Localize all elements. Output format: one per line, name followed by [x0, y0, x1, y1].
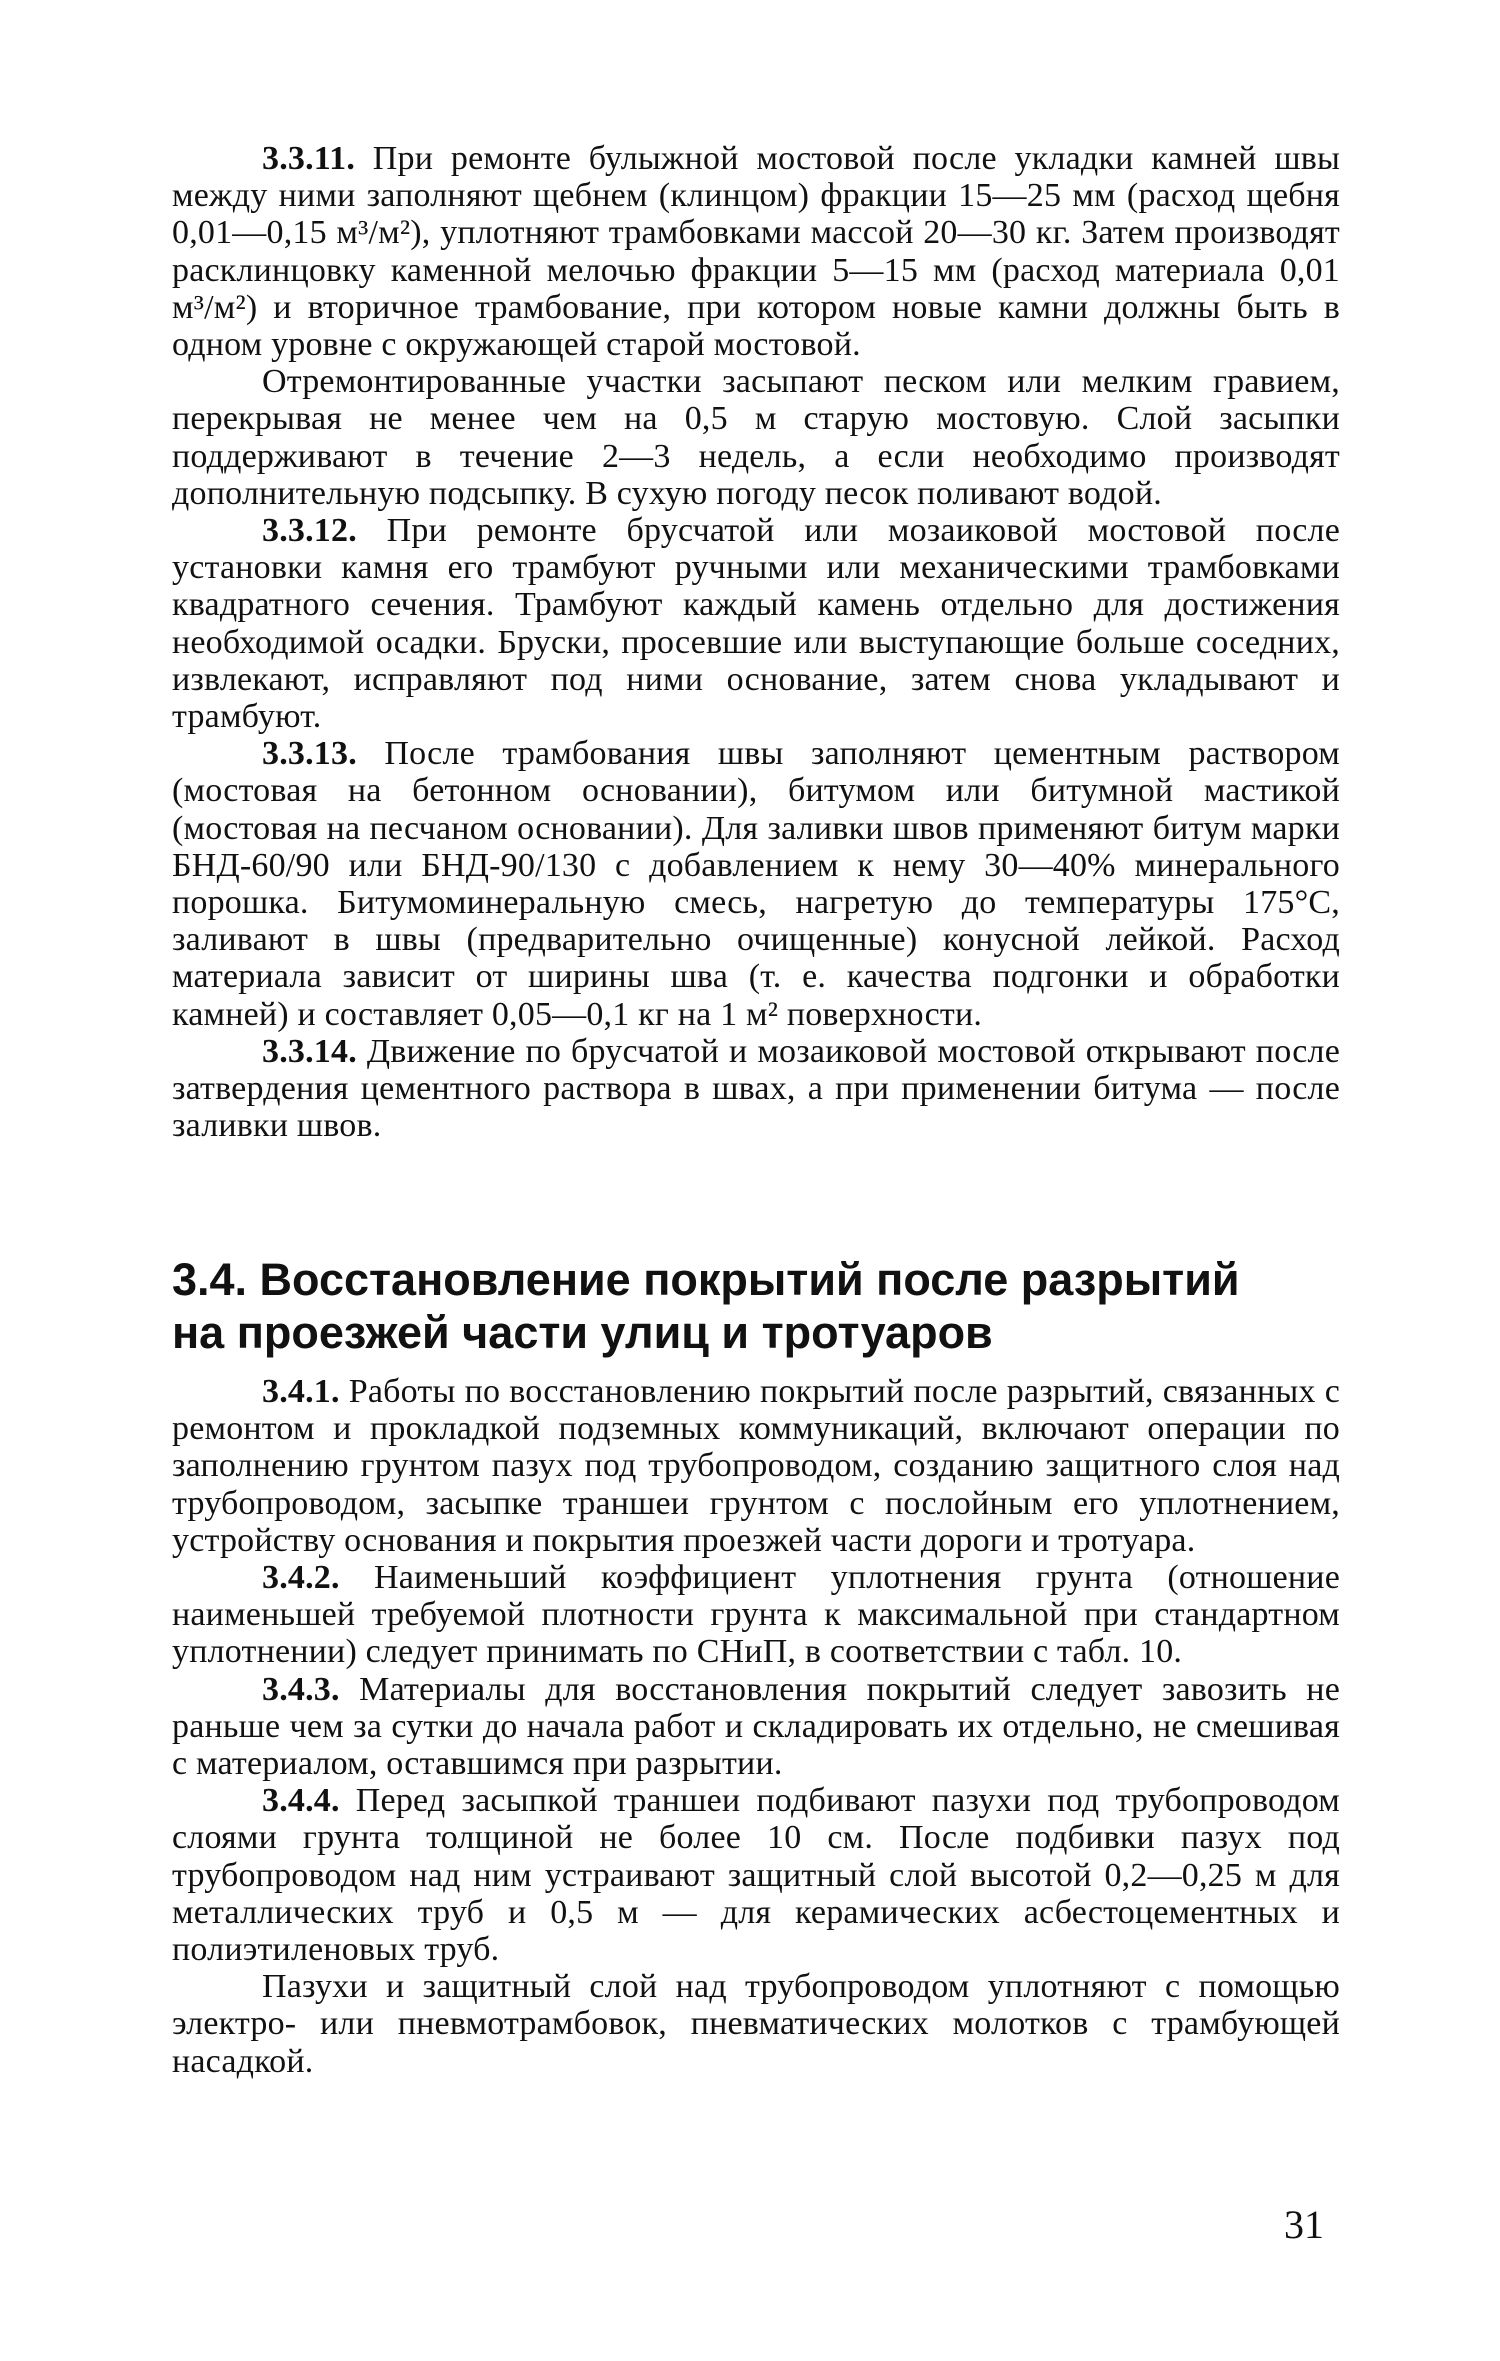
paragraph-3-3-12 [172, 512, 1340, 735]
paragraph-3-4-2 [172, 1559, 1340, 1671]
section-heading [172, 1253, 1340, 1359]
paragraph-sand-cover [172, 363, 1340, 512]
paragraph-text: После трамбования швы заполняют цементным раствором (мостовая на бетонном основании), битумом или битумной мастикой (мостовая на песчаном основании). Для заливки швов применяют битум марки БНД-60/90 или БНД-90/130 с добавлением к нему 30—40% минерального порошка. Битумоминеральную смесь, нагретую до температуры 175°C, заливают в швы (предварительно очищенные) конусной лейкой. Расход материала зависит от ширины шва (т. е. качества подгонки и обработки камней) и составляет 0,05—0,1 кг на 1 м² поверхности. [172, 735, 1340, 1033]
paragraph-3-4-4 [172, 1782, 1340, 1968]
paragraph-text: При ремонте брусчатой или мозаиковой мостовой после установки камня его трамбуют ручными или механическими трамбовками квадратного сечения. Трамбуют каждый камень отдельно для достижения необходимой осадки. Бруски, просевшие или выступающие больше соседних, извлекают, исправляют под ними основание, затем снова укладывают и трамбуют. [172, 512, 1340, 736]
paragraph-text: Отремонтированные участки засыпают песком или мелким гравием, перекрывая не менее чем на 0,5 м старую мостовую. Слой засыпки поддерживают в течение 2—3 недель, а если необходимо производят дополнительную подсыпку. В сухую погоду песок поливают водой. [172, 363, 1340, 512]
paragraph-3-3-14 [172, 1033, 1340, 1145]
clause-number: 3.3.13. [262, 735, 357, 773]
paragraph-3-3-13 [172, 735, 1340, 1033]
paragraph-text: Пазухи и защитный слой над трубопроводом уплотняют с помощью электро- или пневмотрамбовок, пневматических молотков с трамбующей насадкой. [172, 1968, 1340, 2080]
paragraph-text: Материалы для восстановления покрытий следует завозить не раньше чем за сутки до начала работ и складировать их отдельно, не смешивая с материалом, оставшимся при разрытии. [172, 1670, 1340, 1783]
clause-number: 3.4.2. [262, 1559, 340, 1597]
paragraph-text: При ремонте булыжной мостовой после укладки камней швы между ними заполняют щебнем (клинцом) фракции 15—25 мм (расход щебня 0,01—0,15 м³/м²), уплотняют трамбовками массой 20—30 кг. Затем производят расклинцовку каменной мелочью фракции 5—15 мм (расход материала 0,01 м³/м²) и вторичное трамбование, при котором новые камни должны быть в одном уровне с окружающей старой мостовой. [172, 140, 1340, 364]
top-text-block [172, 140, 1340, 1144]
clause-number: 3.4.4. [262, 1782, 340, 1820]
clause-number: 3.4.1. [262, 1373, 340, 1410]
paragraph-text: Движение по брусчатой и мозаиковой мостовой открывают после затвердения цементного раствора в швах, а при применении битума — после заливки швов. [172, 1032, 1340, 1145]
paragraph-text: Наименьший коэффициент уплотнения грунта (отношение наименьшей требуемой плотности грунта к максимальной при стандартном уплотнении) следует принимать по СНиП, в соответствии с табл. 10. [172, 1559, 1340, 1671]
paragraph-text: Перед засыпкой траншеи подбивают пазухи под трубопроводом слоями грунта толщиной не более 10 см. После подбивки пазух под трубопроводом над ним устраивают защитный слой высотой 0,2—0,25 м для металлических труб и 0,5 м — для керамических асбестоцементных и полиэтиленовых труб. [172, 1782, 1340, 1969]
paragraph-3-4-1 [172, 1373, 1340, 1559]
paragraph-compaction [172, 1968, 1340, 2080]
page-number: 31 [1284, 2202, 1324, 2247]
paragraph-text: Работы по восстановлению покрытий после разрытий, связанных с ремонтом и прокладкой подземных коммуникаций, включают операции по заполнению грунтом пазух под трубопроводом, созданию защитного слоя над трубопроводом, засыпке траншеи грунтом с послойным его уплотнением, устройству основания и покрытия проезжей части дороги и тротуара. [172, 1373, 1340, 1559]
section-heading-line-1: 3.4. Восстановление покрытий после разрытий [172, 1254, 1240, 1305]
paragraph-3-4-3 [172, 1671, 1340, 1783]
bottom-text-block [172, 1373, 1340, 2080]
section-heading-line-2: на проезжей части улиц и тротуаров [172, 1307, 993, 1358]
clause-number: 3.3.14. [262, 1032, 357, 1070]
clause-number: 3.3.11. [262, 140, 356, 177]
paragraph-3-3-11 [172, 140, 1340, 363]
clause-number: 3.4.3. [262, 1670, 340, 1708]
clause-number: 3.3.12. [262, 512, 357, 550]
